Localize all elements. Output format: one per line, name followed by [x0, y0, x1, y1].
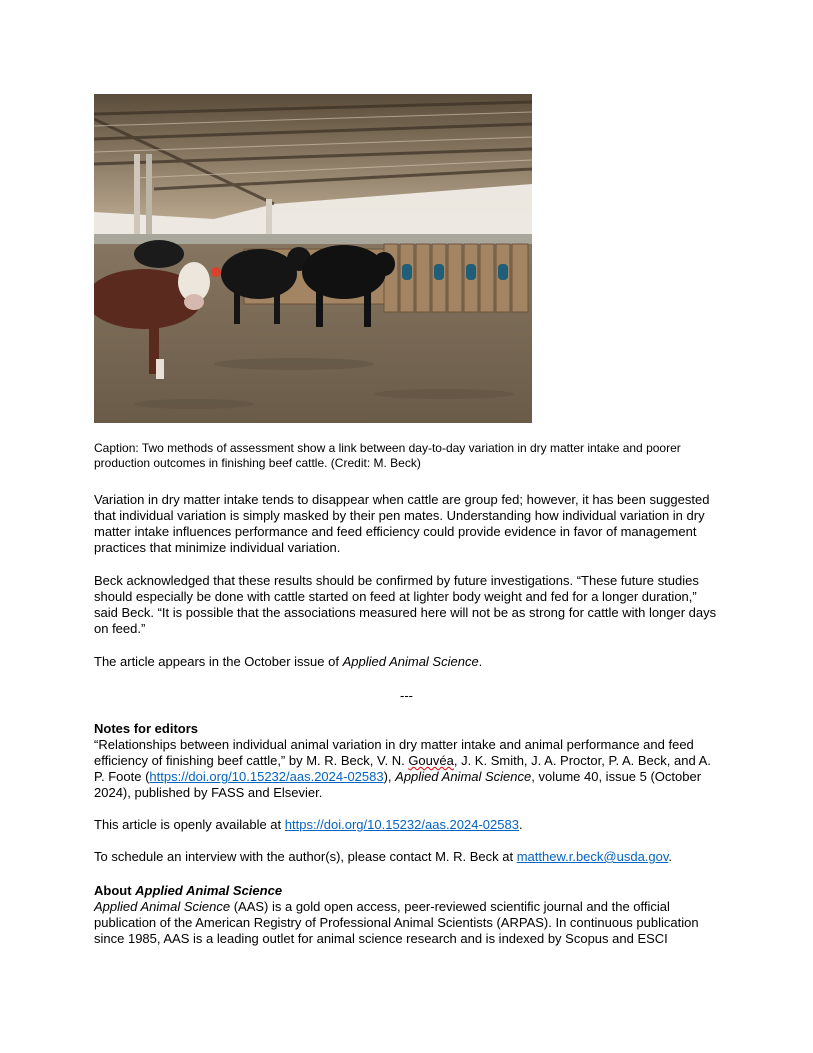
- document-page: [94, 94, 719, 947]
- author-name-misspelled: Gouvéa: [408, 753, 454, 768]
- paragraph-article-appears: [94, 654, 719, 670]
- contact-paragraph: To schedule an interview with the author(s), please contact M. R. Beck at matthew.r.beck@usda.gov.: [94, 849, 673, 864]
- paragraph-variation: Variation in dry matter intake tends to disappear when cattle are group fed; however, it has been suggested that individual variation is simply masked by their pen mates. Understanding how individual variation in dry matter intake influences performance and feed efficiency could provide evidence in favor of management practices that minimize individual variation.: [94, 492, 710, 555]
- cattle-photo: [94, 94, 532, 423]
- section-separator: ---: [400, 688, 413, 703]
- doi-link[interactable]: https://doi.org/10.15232/aas.2024-02583: [149, 769, 384, 784]
- notes-heading: Notes for editors: [94, 721, 199, 736]
- article-appears-text: The article appears in the October issue of: [94, 654, 343, 669]
- journal-name-citation: Applied Animal Science: [395, 769, 532, 784]
- citation-paragraph: “Relationships between individual animal variation in dry matter intake and animal performance and feed efficiency of finishing beef cattle,” by M. R. Beck, V. N. Gouvéa, J. K. Smith, J. A. Proctor, P. A. Beck, and A. P. Foote (https://doi.org/10.15232/aas.2024-02583), Applied Animal Science, volume 40, issue 5 (October 2024), published by FASS and Elsevier.: [94, 737, 711, 800]
- photo-caption: Caption: Two methods of assessment show a link between day-to-day variation in dry matter intake and poorer production outcomes in finishing beef cattle. (Credit: M. Beck): [94, 441, 681, 470]
- journal-name-about: Applied Animal Science: [94, 899, 231, 914]
- author-email-link[interactable]: matthew.r.beck@usda.gov: [516, 849, 669, 864]
- open-access-doi-link[interactable]: https://doi.org/10.15232/aas.2024-02583: [284, 817, 519, 832]
- article-appears-end: .: [478, 654, 483, 669]
- journal-name: Applied Animal Science: [342, 654, 479, 669]
- about-paragraph: Applied Animal Science (AAS) is a gold open access, peer-reviewed scientific journal and the official publication of the American Registry of Professional Animal Scientists (ARPAS). In continuous publication since 1985, AAS is a leading outlet for animal science research and is indexed by Scopus and ESCI: [94, 899, 699, 946]
- paragraph-beck-quote: Beck acknowledged that these results should be confirmed by future investigations. “These future studies should especially be done with cattle started on feed at lighter body weight and fed for a longer duration,” said Beck. “It is possible that the associations measured here will not be as strong for cattle with longer days on feed.”: [94, 573, 717, 636]
- about-heading: About Applied Animal Science: [94, 883, 283, 898]
- open-access-paragraph: This article is openly available at https://doi.org/10.15232/aas.2024-02583.: [94, 817, 523, 832]
